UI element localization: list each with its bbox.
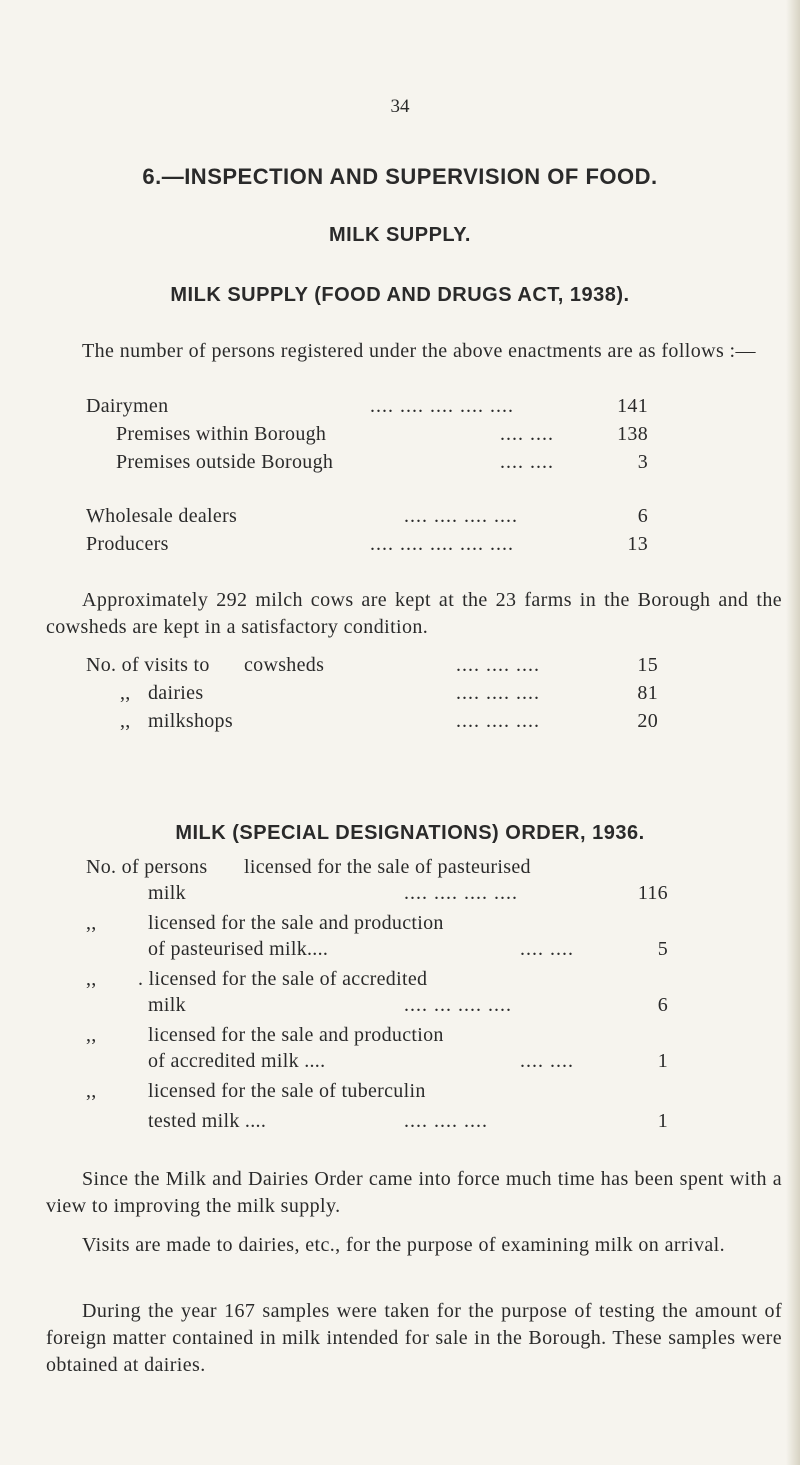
item-label-line2: milk xyxy=(148,882,186,904)
item-prefix: No. of persons xyxy=(86,856,208,878)
item-value: 6 xyxy=(637,505,648,527)
item-label-line1: licensed for the sale of tuberculin xyxy=(148,1080,426,1102)
list-item xyxy=(0,682,800,710)
item-label-line1: licensed for the sale of pasteurised xyxy=(244,856,531,878)
leader-dots: .... .... .... .... xyxy=(404,882,518,904)
item-value: 3 xyxy=(637,451,648,473)
item-label: Premises outside Borough xyxy=(116,451,334,473)
item-label: Producers xyxy=(86,533,169,555)
leader-dots: .... .... .... .... .... xyxy=(370,533,514,555)
cows-text: Approximately 292 milch cows are kept at the 23 farms in the Borough and the cowsheds are kept in a satisfactory condition. xyxy=(46,589,782,638)
item-prefix: ,, xyxy=(86,968,97,990)
visits-paragraph xyxy=(46,1232,782,1259)
leader-dots: .... ... .... .... xyxy=(404,994,512,1016)
list-item xyxy=(0,1080,800,1136)
item-label-line1: licensed for the sale and production xyxy=(148,1024,444,1046)
item-label-line2: of accredited milk .... xyxy=(148,1050,326,1072)
list-item xyxy=(0,395,800,423)
list-item xyxy=(0,533,800,561)
item-value: 15 xyxy=(637,654,658,676)
intro-text: The number of persons registered under the above enactments are as follows :— xyxy=(82,340,756,362)
leader-dots: .... .... .... xyxy=(456,682,540,704)
visits-text: Visits are made to dairies, etc., for the purpose of examining milk on arrival. xyxy=(82,1234,725,1256)
item-prefix: ,, xyxy=(86,1024,97,1046)
item-value: 13 xyxy=(627,533,648,555)
leader-dots: .... .... .... xyxy=(456,710,540,732)
item-label-line2: of pasteurised milk.... xyxy=(148,938,329,960)
item-label-line2: milk xyxy=(148,994,186,1016)
item-label: Dairymen xyxy=(86,395,169,417)
item-prefix: ,, xyxy=(120,710,131,732)
item-label-line2: tested milk .... xyxy=(148,1110,267,1132)
list-item xyxy=(0,654,800,682)
samples-paragraph xyxy=(46,1298,782,1379)
item-value: 1 xyxy=(657,1110,668,1132)
item-prefix: No. of visits to xyxy=(86,654,210,676)
item-value: 1 xyxy=(657,1050,668,1072)
item-value: 138 xyxy=(617,423,648,445)
intro-paragraph xyxy=(46,338,782,365)
item-prefix: ,, xyxy=(120,682,131,704)
item-label: dairies xyxy=(148,682,204,704)
list-item xyxy=(0,451,800,479)
item-value: 5 xyxy=(657,938,668,960)
list-item xyxy=(0,968,800,1024)
since-paragraph xyxy=(46,1166,782,1220)
item-value: 81 xyxy=(637,682,658,704)
list-item xyxy=(0,423,800,451)
leader-dots: .... .... xyxy=(500,451,554,473)
item-label: Premises within Borough xyxy=(116,423,327,445)
subheading-food-drugs-act: MILK SUPPLY (FOOD AND DRUGS ACT, 1938). xyxy=(170,284,630,306)
item-value: 116 xyxy=(637,882,668,904)
list-item xyxy=(0,710,800,738)
subheading-special-designations: MILK (SPECIAL DESIGNATIONS) ORDER, 1936. xyxy=(175,822,645,844)
since-text: Since the Milk and Dairies Order came into force much time has been spent with a view to improving the milk supply. xyxy=(46,1168,782,1217)
leader-dots: .... .... .... xyxy=(404,1110,488,1132)
list-item xyxy=(0,1024,800,1080)
list-item xyxy=(0,505,800,533)
list-item xyxy=(0,856,800,912)
cows-paragraph xyxy=(46,587,782,641)
leader-dots: .... .... xyxy=(520,938,574,960)
item-label-line1: licensed for the sale and production xyxy=(148,912,444,934)
item-label: Wholesale dealers xyxy=(86,505,238,527)
item-value: 20 xyxy=(637,710,658,732)
section-heading: 6.—INSPECTION AND SUPERVISION OF FOOD. xyxy=(142,164,658,189)
leader-dots: .... .... .... .... .... xyxy=(370,395,514,417)
item-label-line1: . licensed for the sale of accredited xyxy=(138,968,428,990)
item-label: cowsheds xyxy=(244,654,325,676)
leader-dots: .... .... .... .... xyxy=(404,505,518,527)
page-number: 34 xyxy=(390,96,410,117)
subheading-milk-supply: MILK SUPPLY. xyxy=(329,224,471,246)
leader-dots: .... .... xyxy=(520,1050,574,1072)
leader-dots: .... .... .... xyxy=(456,654,540,676)
item-prefix: ,, xyxy=(86,912,97,934)
list-item xyxy=(0,912,800,968)
leader-dots: .... .... xyxy=(500,423,554,445)
item-value: 141 xyxy=(617,395,648,417)
samples-text: During the year 167 samples were taken for the purpose of testing the amount of foreign matter contained in milk intended for sale in the Borough. These samples were obtained at dairies. xyxy=(46,1300,782,1376)
item-value: 6 xyxy=(657,994,668,1016)
item-prefix: ,, xyxy=(86,1080,97,1102)
item-label: milkshops xyxy=(148,710,233,732)
